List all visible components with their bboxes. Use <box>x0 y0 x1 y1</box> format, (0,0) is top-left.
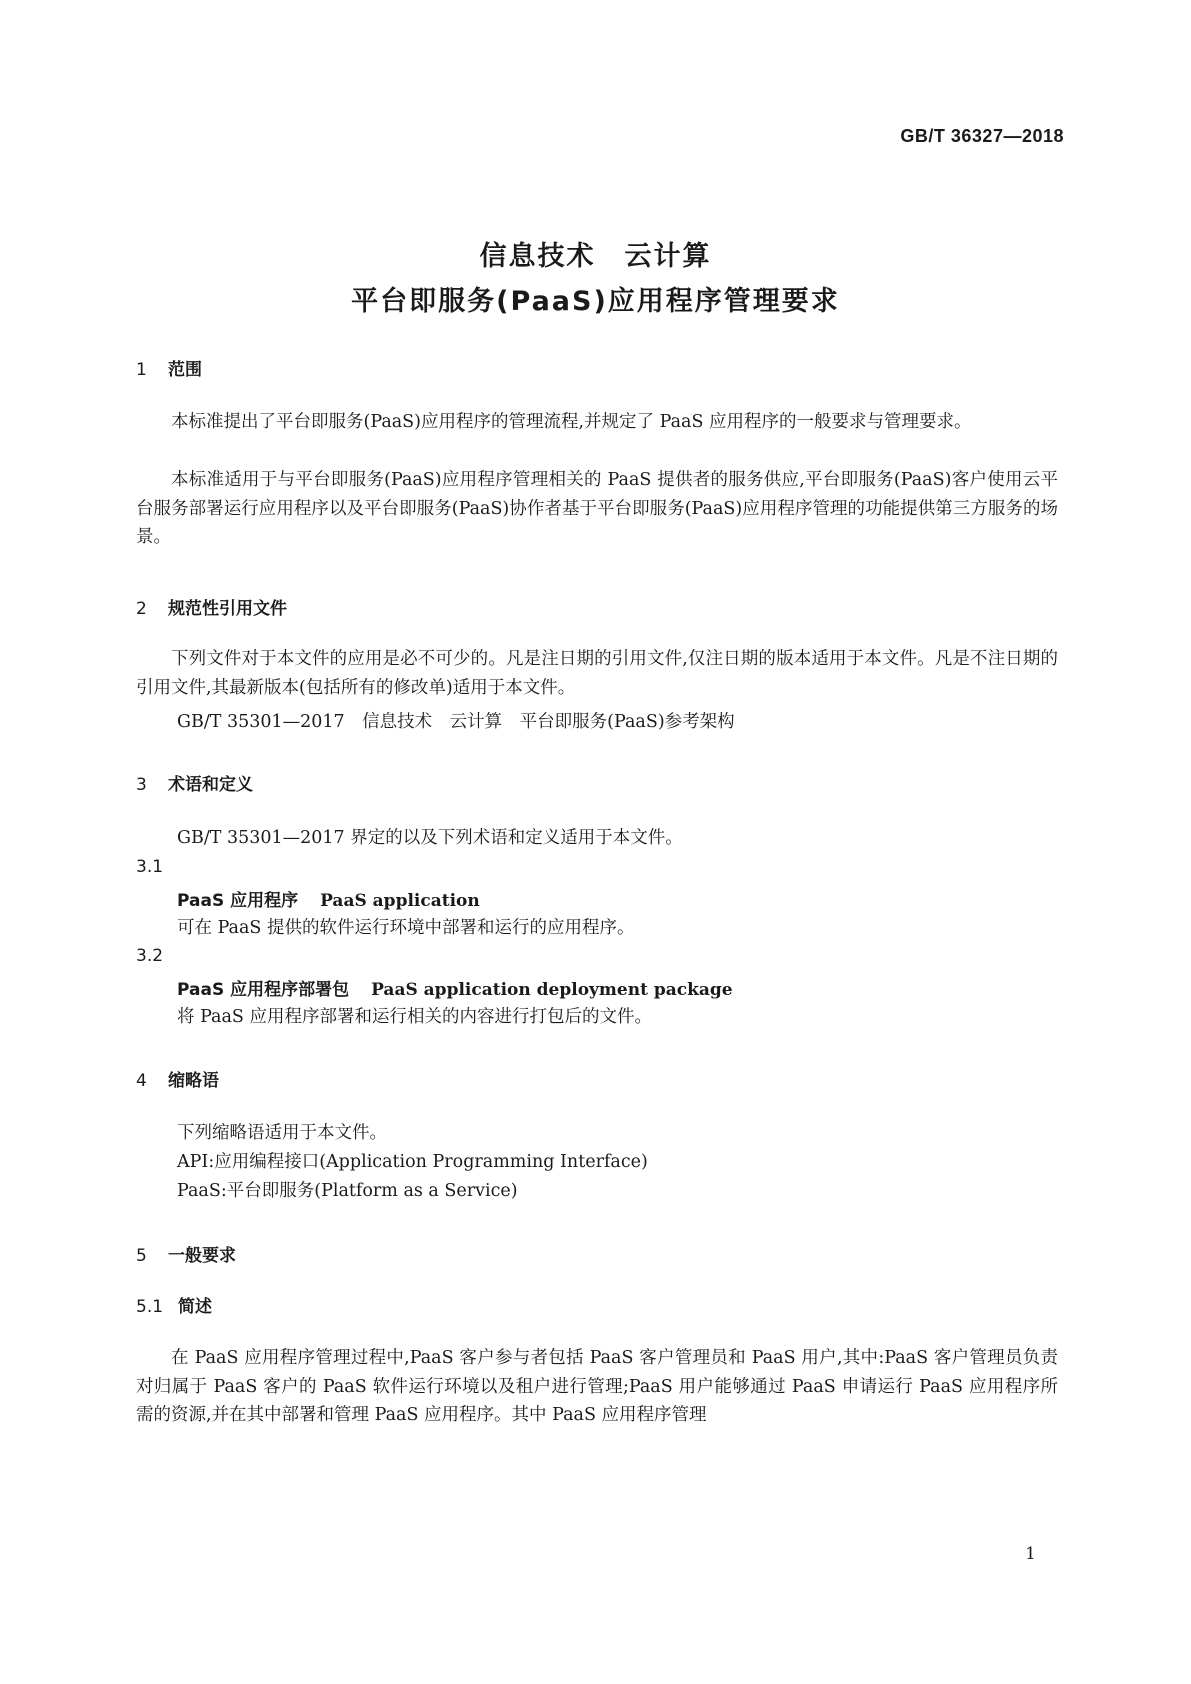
section-1-paragraph-1: 本标准提出了平台即服务(PaaS)应用程序的管理流程,并规定了 PaaS 应用程序的一般要求与管理要求。 <box>171 412 972 432</box>
subsection-5-1-heading <box>136 1292 212 1317</box>
section-5-heading <box>136 1241 236 1266</box>
term-3-1-title <box>177 886 480 911</box>
section-title: 规范性引用文件 <box>168 599 287 619</box>
normative-reference: GB/T 35301—2017 信息技术 云计算 平台即服务(PaaS)参考架构 <box>177 712 735 732</box>
section-number: 1 <box>136 360 147 380</box>
term-en: PaaS application deployment package <box>371 980 733 1000</box>
section-title: 术语和定义 <box>168 775 253 795</box>
term-3-2-number: 3.2 <box>136 946 164 966</box>
section-1-paragraph-2: 本标准适用于与平台即服务(PaaS)应用程序管理相关的 PaaS 提供者的服务供应,平台即服务(PaaS)客户使用云平台服务部署运行应用程序以及平台即服务(PaaS)协作者基于平台即服务(PaaS)应用程序管理的功能提供第三方服务的场景。 <box>136 470 1058 547</box>
section-number: 3 <box>136 775 147 795</box>
section-title: 一般要求 <box>168 1246 236 1266</box>
term-zh: PaaS 应用程序部署包 <box>177 980 350 1000</box>
section-3-heading <box>136 770 253 795</box>
section-number: 2 <box>136 599 147 619</box>
document-title-line1: 信息技术 云计算 <box>479 241 712 272</box>
section-4-heading <box>136 1066 219 1091</box>
section-2-paragraph-1: 下列文件对于本文件的应用是必不可少的。凡是注日期的引用文件,仅注日期的版本适用于本文件。凡是不注日期的引用文件,其最新版本(包括所有的修改单)适用于本文件。 <box>136 649 1058 698</box>
term-3-1-definition: 可在 PaaS 提供的软件运行环境中部署和运行的应用程序。 <box>177 918 635 938</box>
abbreviation-paas: PaaS:平台即服务(Platform as a Service) <box>177 1181 518 1201</box>
term-3-2-title <box>177 975 733 1000</box>
section-number: 5 <box>136 1246 147 1266</box>
standard-code: GB/T 36327—2018 <box>900 126 1064 146</box>
term-3-1-number: 3.1 <box>136 857 164 877</box>
page-number: 1 <box>1025 1544 1036 1564</box>
document-title-line2: 平台即服务(PaaS)应用程序管理要求 <box>351 286 840 317</box>
section-1-heading <box>136 355 202 380</box>
abbreviations-intro: 下列缩略语适用于本文件。 <box>177 1123 387 1143</box>
term-en: PaaS application <box>320 891 480 911</box>
section-title: 缩略语 <box>168 1071 219 1091</box>
abbreviation-api: API:应用编程接口(Application Programming Interface) <box>177 1152 648 1172</box>
term-zh: PaaS 应用程序 <box>177 891 299 911</box>
term-3-2-definition: 将 PaaS 应用程序部署和运行相关的内容进行打包后的文件。 <box>177 1007 652 1027</box>
terms-intro: GB/T 35301—2017 界定的以及下列术语和定义适用于本文件。 <box>177 828 683 848</box>
subsection-number: 5.1 <box>136 1297 164 1317</box>
section-number: 4 <box>136 1071 147 1091</box>
section-title: 范围 <box>168 360 202 380</box>
section-2-heading <box>136 594 287 619</box>
section-5-1-paragraph-1: 在 PaaS 应用程序管理过程中,PaaS 客户参与者包括 PaaS 客户管理员和 PaaS 用户,其中:PaaS 客户管理员负责对归属于 PaaS 客户的 PaaS 软件运行环境以及租户进行管理;PaaS 用户能够通过 PaaS 申请运行 PaaS 应用程序所需的资源,并在其中部署和管理 PaaS 应用程序。其中 PaaS 应用程序管理 <box>136 1348 1058 1425</box>
subsection-title: 简述 <box>178 1297 212 1317</box>
